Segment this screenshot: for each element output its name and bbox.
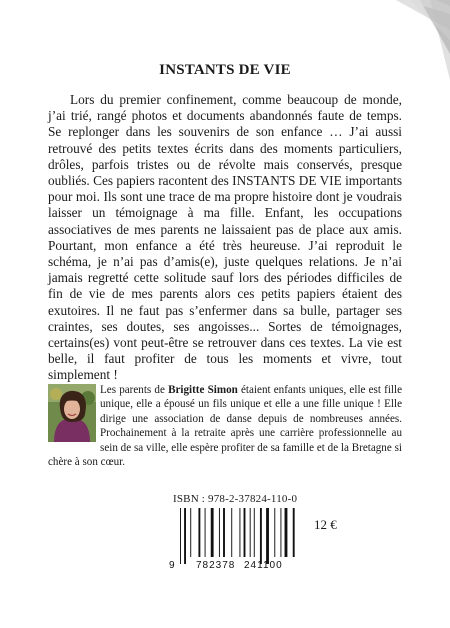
barcode-bar — [266, 508, 269, 564]
author-name: Brigitte Simon — [168, 384, 238, 396]
book-title: INSTANTS DE VIE — [159, 62, 291, 78]
bio-intro: Les parents de — [100, 384, 169, 396]
bio-rest: étaient enfants uniques, elle est fille unique, elle a épousé un fils unique et elle a une fille unique ! Elle dirige une association de danse depuis de nombreuses années. Prochainement à la retraite après une carrière professionnelle au sein de sa ville, elle espère profiter de sa famille et de la Bretagne si chère à son cœur. — [48, 384, 402, 469]
barcode-bar — [244, 508, 246, 557]
barcode-bar — [254, 508, 255, 557]
barcode-bar — [198, 508, 200, 557]
back-cover-paragraph: Lors du premier confinement, comme beaucoup de monde, j’ai trié, rangé photos et documents abandonnés faute de temps. Se replonger dans les souvenirs de son enfance … J’ai aussi retrouvé des petits textes écrits dans des moments particuliers, drôles, parfois tristes ou de révolte mais conservés, presque oubliés. Ces papiers racontent des INSTANTS DE VIE importants pour moi. Ils sont une trace de ma propre histoire dont je voudrais laisser un témoignage à ma fille. Enfant, les occupations associatives de mes parents ne laissaient pas de place aux amis. Pourtant, mon enfance a été très heureuse. J’ai reproduit le schéma, je n’ai pas d’amis(e), juste quelques relations. Je n’ai jamais regretté cette solitude sauf lors des périodes difficiles de fin de vie de mes parents alors ces petits papiers étaient des exutoires. Il ne faut pas s’enfermer dans sa bulle, partager ses craintes, ses doutes, ses angoisses... Sortes de témoignages, certains(es) vont peut-être se retrouver dans ces textes. La vie est belle, il faut profiter de tous les moments et vivre, tout simplement ! — [48, 92, 402, 383]
barcode-bar — [260, 508, 262, 564]
barcode-bar — [190, 508, 191, 557]
barcode-digits-right: 241100 — [244, 560, 283, 570]
barcode — [168, 508, 298, 570]
barcode-bar — [285, 508, 288, 557]
barcode-digit-lead: 9 — [169, 560, 175, 570]
barcode-bar — [205, 508, 206, 557]
back-cover-text — [48, 92, 402, 384]
barcode-bar — [250, 508, 251, 557]
barcode-bar — [219, 508, 220, 557]
barcode-bar — [280, 508, 281, 557]
barcode-bar — [239, 508, 240, 557]
barcode-digits-left: 782378 — [196, 560, 236, 570]
barcode-bar — [180, 508, 181, 564]
author-bio — [48, 383, 402, 469]
isbn-label: ISBN : 978-2-37824-110-0 — [173, 493, 298, 505]
barcode-bar — [223, 508, 225, 557]
barcode-bar — [231, 508, 232, 557]
barcode-bar — [293, 508, 295, 557]
price-label: 12 € — [314, 517, 337, 532]
barcode-bar — [274, 508, 275, 557]
barcode-bar — [184, 508, 186, 564]
barcode-bar — [211, 508, 214, 557]
